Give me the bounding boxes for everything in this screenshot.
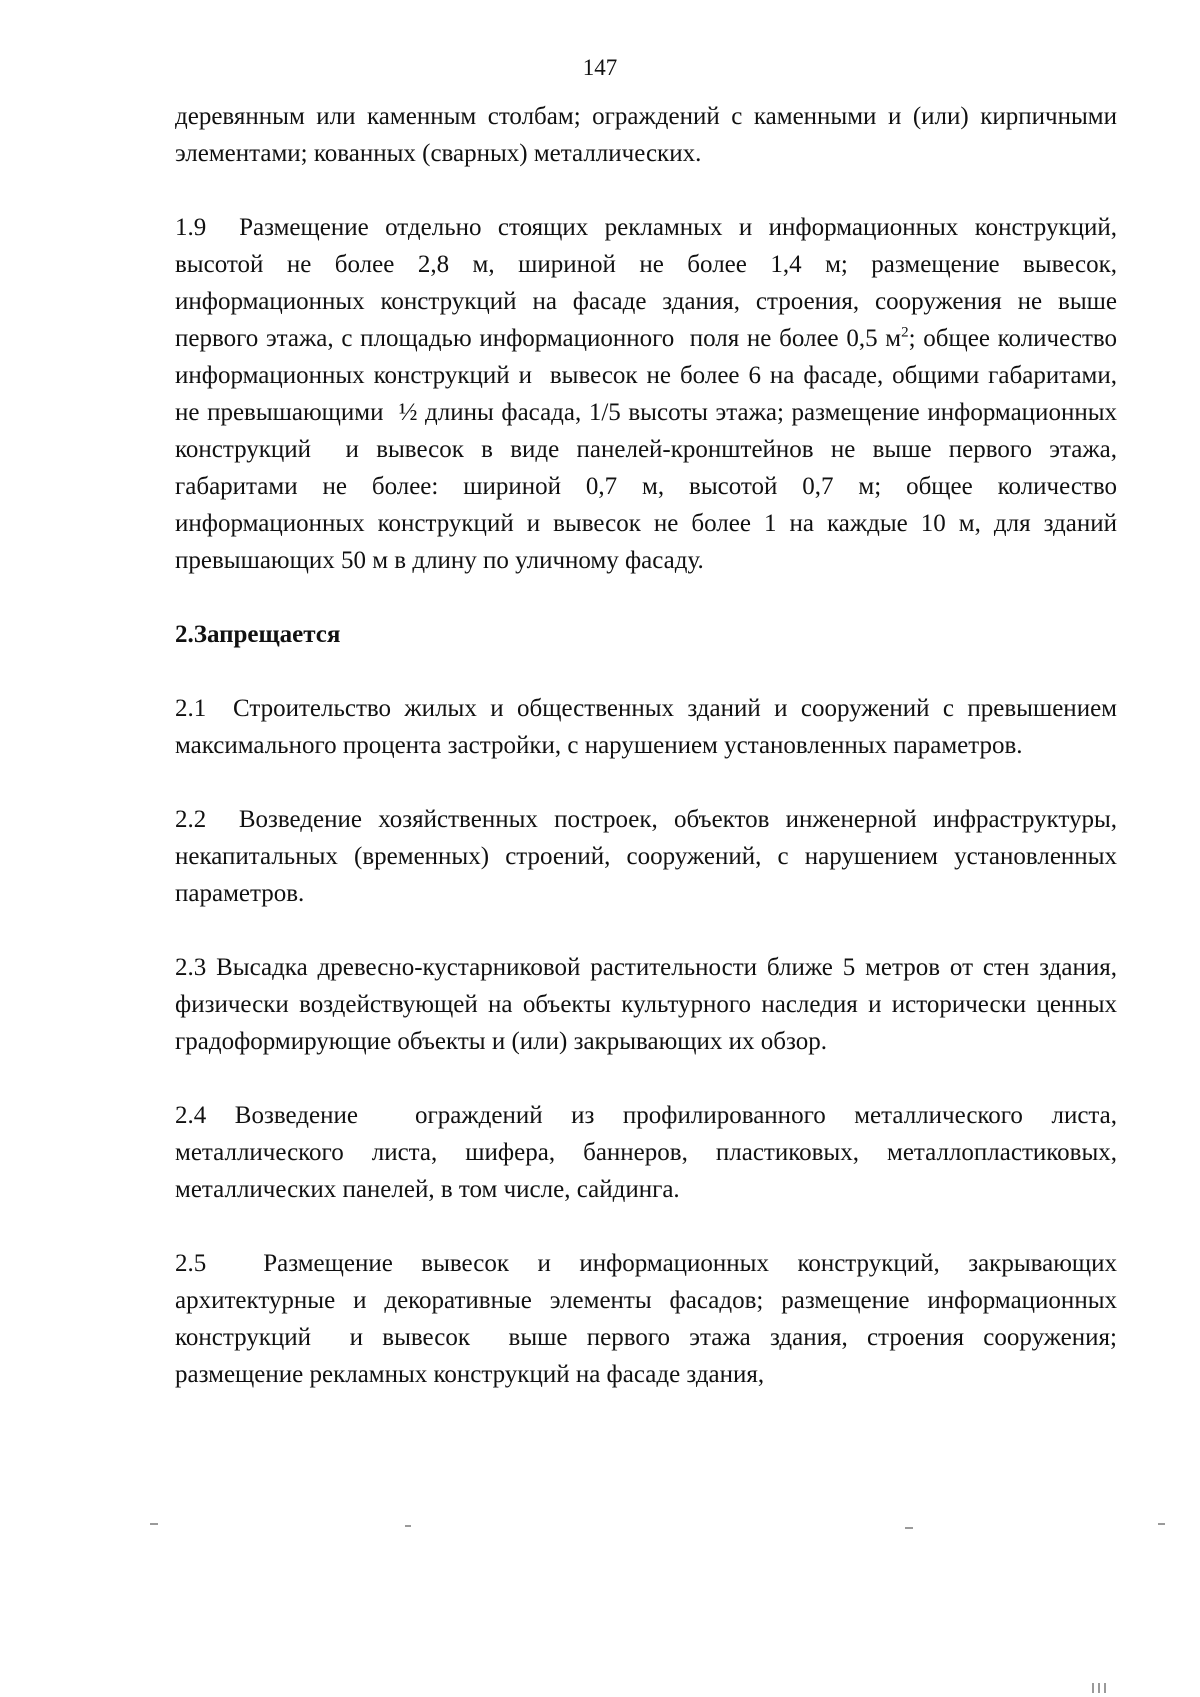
paragraph-2-3: 2.3 Высадка древесно-кустарниковой растительности ближе 5 метров от стен здания, физически воздействующей на объекты культурного наследия и исторически ценных градоформирующие объекты и (или) закрывающих их обзор. [175,954,1124,1055]
scan-artifact [1104,1683,1106,1693]
paragraph-1-9-continuation: ; общее количество информационных конструкций и вывесок не более 6 на фасаде, общими габаритами, не превышающими ½ длины фасада, 1/5 высоты этажа; размещение информационных конструкций и вывесок в виде панелей-кронштейнов не выше первого этажа, габаритами не более: шириной 0,7 м, высотой 0,7 м; общее количество информационных конструкций и вывесок не более 1 на каждые 10 м, для зданий превышающих 50 м в длину по уличному фасаду. [175,325,1124,574]
paragraph-2-2: 2.2 Возведение хозяйственных построек, объектов инженерной инфраструктуры, некапитальных (временных) строений, сооружений, с нарушением установленных параметров. [175,806,1124,907]
scan-artifact [905,1527,913,1529]
paragraph-2-4: 2.4 Возведение ограждений из профилированного металлического листа, металлического листа, шифера, баннеров, пластиковых, металлопластиковых, металлических панелей, в том числе, сайдинга. [175,1102,1124,1203]
scan-artifact [405,1525,411,1527]
scan-artifact [1092,1683,1094,1693]
scan-artifact [1158,1523,1165,1525]
paragraph-1-9-text: 1.9 Размещение отдельно стоящих рекламных и информационных конструкций, высотой не более 2,8 м, шириной не более 1,4 м; размещение вывесок, информационных конструкций на фасаде здания, строения, сооружения не выше первого этажа, с площадью информационного поля не более 0,5 м [175,214,1124,352]
scan-artifact [1098,1683,1100,1693]
document-body [175,98,1124,1393]
section-heading-prohibited: 2.Запрещается [175,621,341,648]
paragraph-2-1: 2.1 Строительство жилых и общественных зданий и сооружений с превышением максимального процента застройки, с нарушением установленных параметров. [175,695,1124,759]
paragraph-fences: деревянным или каменным столбам; ограждений с каменными и (или) кирпичными элементами; кованных (сварных) металлических. [175,103,1124,167]
scan-artifact [150,1523,158,1525]
page-number: 147 [582,55,618,80]
superscript-square: 2 [901,324,909,341]
paragraph-2-5: 2.5 Размещение вывесок и информационных конструкций, закрывающих архитектурные и декоративные элементы фасадов; размещение информационных конструкций и вывесок выше первого этажа здания, строения сооружения; размещение рекламных конструкций на фасаде здания, [175,1250,1124,1388]
paragraph-1-9 [175,209,1124,579]
